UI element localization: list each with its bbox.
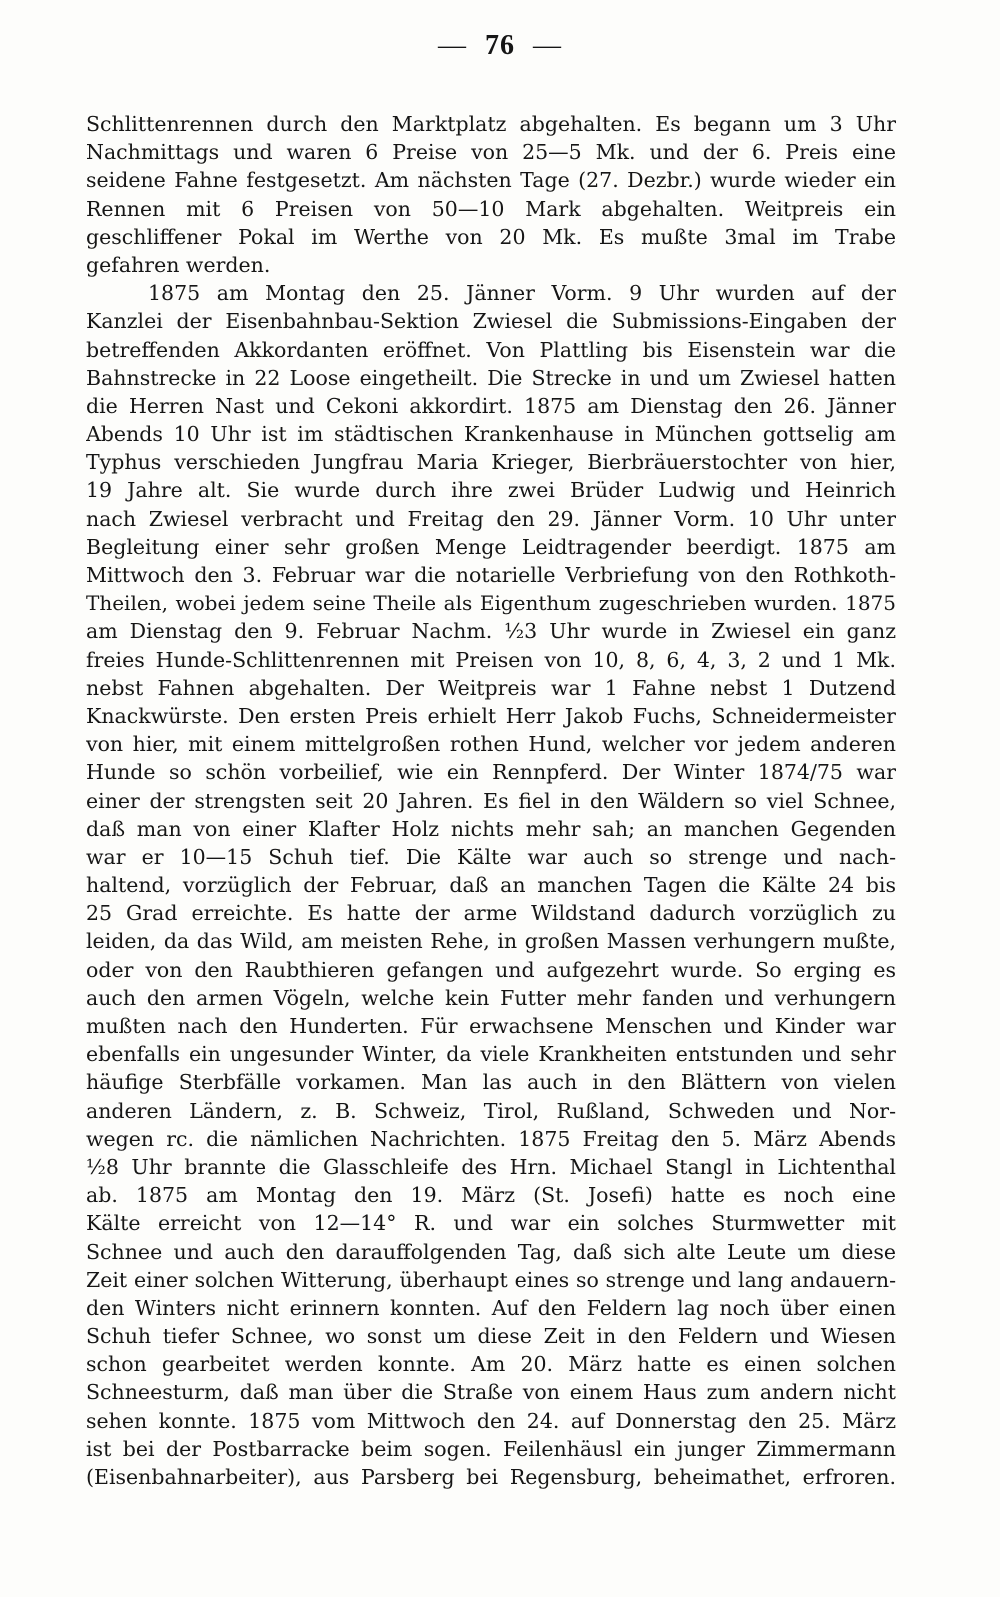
text-line: Knackwürste. Den ersten Preis erhielt Herr Jakob Fuchs, Schneidermeister [86, 703, 896, 728]
text-line: den Winters nicht erinnern konnten. Auf den Feldern lag noch über einen [86, 1295, 896, 1320]
text-line: Abends 10 Uhr ist im städtischen Krankenhause in München gottselig am [86, 422, 896, 447]
text-line: häufige Sterbfälle vorkamen. Man las auch in den Blättern von vielen [86, 1070, 896, 1095]
text-line: (Eisenbahnarbeiter), aus Parsberg bei Regensburg, beheimathet, erfroren. [86, 1465, 896, 1489]
text-line: oder von den Raubthieren gefangen und aufgezehrt wurde. So erging es [86, 957, 896, 982]
text-line: einer der strengsten seit 20 Jahren. Es fiel in den Wäldern so viel Schnee, [86, 788, 896, 813]
text-line: Schuh tiefer Schnee, wo sonst um diese Zeit in den Feldern und Wiesen [86, 1324, 896, 1349]
text-line: freies Hunde-Schlittenrennen mit Preisen von 10, 8, 6, 4, 3, 2 und 1 Mk. [86, 647, 896, 672]
text-line: Schlittenrennen durch den Marktplatz abgehalten. Es begann um 3 Uhr [86, 112, 896, 136]
text-line: wegen rc. die nämlichen Nachrichten. 1875 Freitag den 5. März Abends [86, 1126, 896, 1151]
text-line: war er 10—15 Schuh tief. Die Kälte war auch so strenge und nach- [86, 844, 896, 869]
text-line: Rennen mit 6 Preisen von 50—10 Mark abgehalten. Weitpreis ein [86, 196, 896, 221]
text-line: ab. 1875 am Montag den 19. März (St. Josefi) hatte es noch eine [86, 1183, 896, 1208]
text-line: Hunde so schön vorbeilief, wie ein Rennpferd. Der Winter 1874/75 war [86, 760, 896, 785]
text-line: die Herren Nast und Cekoni akkordirt. 1875 am Dienstag den 26. Jänner [86, 393, 896, 418]
text-line: ½8 Uhr brannte die Glasschleife des Hrn. Michael Stangl in Lichtenthal [86, 1154, 896, 1179]
page-number-header [0, 30, 1000, 62]
text-line: seidene Fahne festgesetzt. Am nächsten Tage (27. Dezbr.) wurde wieder ein [86, 168, 896, 193]
text-line: 19 Jahre alt. Sie wurde durch ihre zwei Brüder Ludwig und Heinrich [86, 478, 896, 503]
text-line: leiden, da das Wild, am meisten Rehe, in großen Massen verhungern mußte, [86, 929, 896, 954]
text-line: betreffenden Akkordanten eröffnet. Von Plattling bis Eisenstein war die [86, 337, 896, 362]
header-dash-right: — [533, 30, 562, 61]
text-line: Nachmittags und waren 6 Preise von 25—5 Mk. und der 6. Preis eine [86, 140, 896, 165]
body-text [86, 110, 896, 1491]
text-line: Begleitung einer sehr großen Menge Leidtragender beerdigt. 1875 am [86, 534, 896, 559]
header-dash-left: — [438, 30, 467, 61]
text-line: Schneesturm, daß man über die Straße von einem Haus zum andern nicht [86, 1380, 896, 1405]
text-line: Schnee und auch den darauffolgenden Tag, daß sich alte Leute um diese [86, 1239, 896, 1264]
text-line: Mittwoch den 3. Februar war die notarielle Verbriefung von den Rothkoth- [86, 563, 896, 587]
text-line: nebst Fahnen abgehalten. Der Weitpreis war 1 Fahne nebst 1 Dutzend [86, 675, 896, 700]
text-line: geschliffener Pokal im Werthe von 20 Mk. Es mußte 3mal im Trabe [86, 224, 896, 249]
text-line: Bahnstrecke in 22 Loose eingetheilt. Die Strecke in und um Zwiesel hatten [86, 365, 896, 390]
text-line: Kälte erreicht von 12—14° R. und war ein solches Sturmwetter mit [86, 1211, 896, 1236]
text-line: Typhus verschieden Jungfrau Maria Krieger, Bierbräuerstochter von hier, [86, 450, 896, 475]
text-line: sehen konnte. 1875 vom Mittwoch den 24. auf Donnerstag den 25. März [86, 1408, 896, 1433]
text-line: mußten nach den Hunderten. Für erwachsene Menschen und Kinder war [86, 1014, 896, 1038]
text-line: Theilen, wobei jedem seine Theile als Eigenthum zugeschrieben wurden. 1875 [86, 591, 896, 616]
text-line: am Dienstag den 9. Februar Nachm. ½3 Uhr wurde in Zwiesel ein ganz [86, 619, 896, 644]
text-line: schon gearbeitet werden konnte. Am 20. März hatte es einen solchen [86, 1352, 896, 1377]
text-line: 1875 am Montag den 25. Jänner Vorm. 9 Uhr wurden auf der [148, 281, 896, 306]
text-line: nach Zwiesel verbracht und Freitag den 29. Jänner Vorm. 10 Uhr unter [86, 506, 896, 531]
text-line: Kanzlei der Eisenbahnbau-Sektion Zwiesel die Submissions-Eingaben der [86, 309, 896, 334]
text-line: haltend, vorzüglich der Februar, daß an manchen Tagen die Kälte 24 bis [86, 873, 896, 898]
text-line: von hier, mit einem mittelgroßen rothen Hund, welcher vor jedem anderen [86, 732, 896, 757]
text-line: gefahren werden. [86, 252, 271, 277]
page-number: 76 [485, 30, 515, 61]
text-line: ebenfalls ein ungesunder Winter, da viele Krankheiten entstunden und sehr [86, 1042, 896, 1067]
text-line: Zeit einer solchen Witterung, überhaupt eines so strenge und lang andauern- [86, 1267, 896, 1292]
text-line: daß man von einer Klafter Holz nichts mehr sah; an manchen Gegenden [86, 816, 896, 841]
text-line: ist bei der Postbarracke beim sogen. Feilenhäusl ein junger Zimmermann [86, 1436, 896, 1461]
text-line: 25 Grad erreichte. Es hatte der arme Wildstand dadurch vorzüglich zu [86, 901, 896, 926]
text-line: anderen Ländern, z. B. Schweiz, Tirol, Rußland, Schweden und Nor- [86, 1098, 896, 1123]
text-line: auch den armen Vögeln, welche kein Futter mehr fanden und verhungern [86, 985, 896, 1010]
